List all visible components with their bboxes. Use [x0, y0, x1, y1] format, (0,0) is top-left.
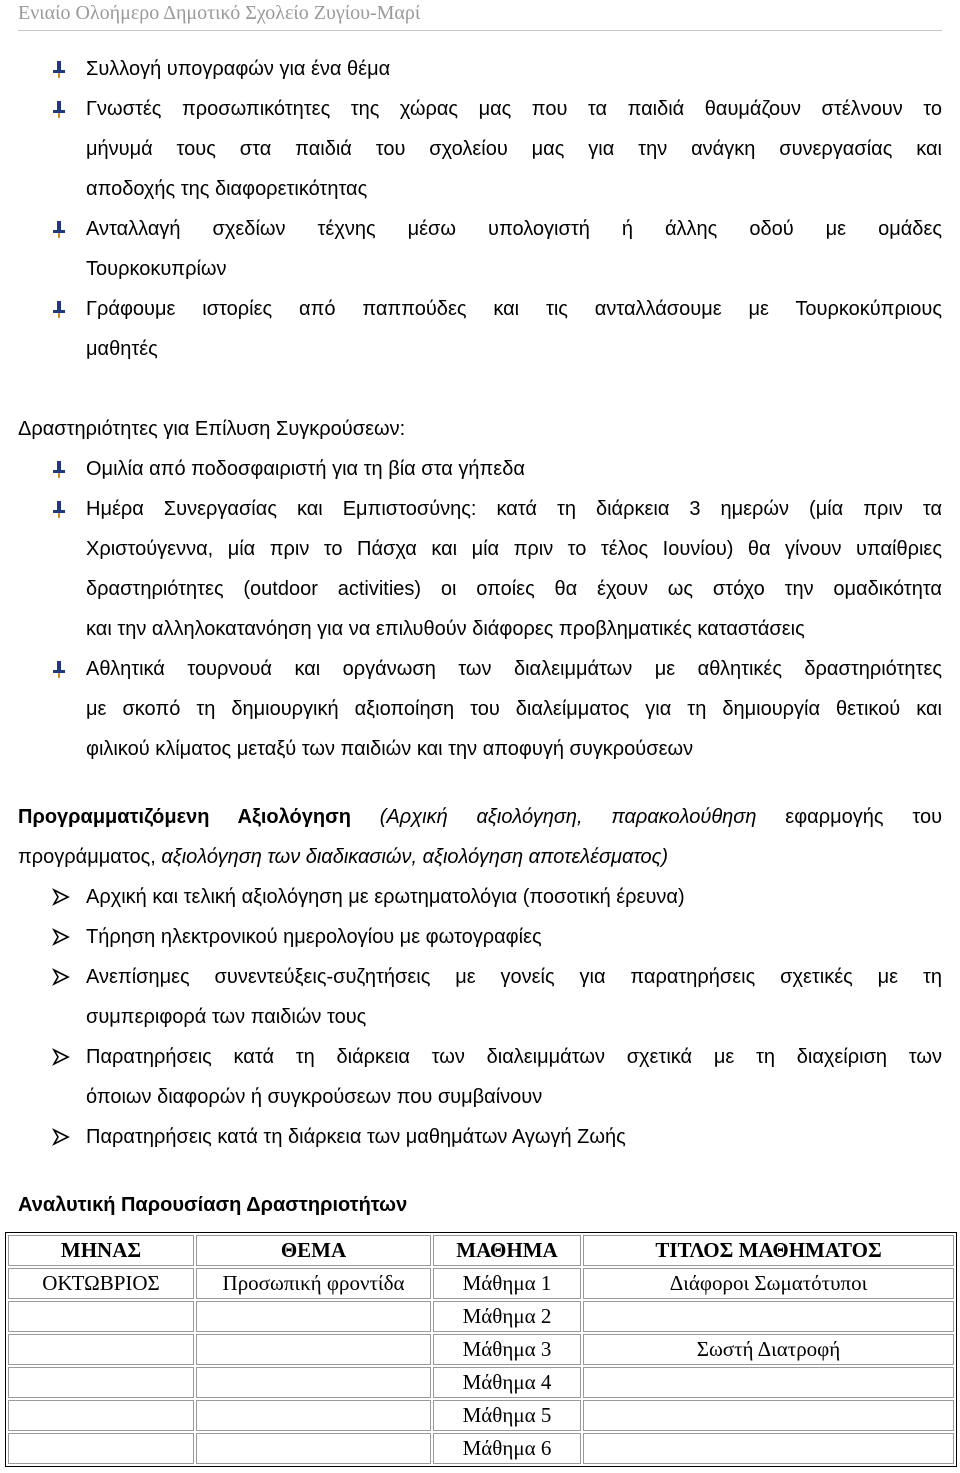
conflict-list — [0, 449, 960, 769]
theme-cell: Προσωπική φροντίδα — [196, 1268, 431, 1299]
month-cell: ΟΚΤΩΒΡΙΟΣ — [8, 1268, 194, 1299]
list-item-continuation: μαθητές — [86, 338, 158, 360]
activity-list — [0, 49, 960, 369]
list-item: Συλλογή υπογραφών για ένα θέμα — [0, 49, 960, 89]
header-month: ΜΗΝΑΣ — [8, 1235, 194, 1266]
evaluation-intro-cont: προγράμματος, αξιολόγηση των διαδικασιών, αξιολόγηση αποτελέσματος) — [18, 846, 669, 868]
header-theme: ΘΕΜΑ — [196, 1235, 431, 1266]
title-cell — [583, 1433, 954, 1464]
list-item: Παρατηρήσεις κατά τη διάρκεια των διαλειμμάτων σχετικά με τη διαχείριση των — [0, 1037, 960, 1077]
table-row — [8, 1367, 954, 1398]
theme-cell — [196, 1400, 431, 1431]
section-heading: Δραστηριότητες για Επίλυση Συγκρούσεων: — [18, 418, 406, 440]
lesson-cell: Μάθημα 4 — [433, 1367, 581, 1398]
list-item: Ομιλία από ποδοσφαιριστή για τη βία στα γήπεδα — [0, 449, 960, 489]
list-item-continuation: με σκοπό τη δημιουργική αξιοποίηση του διαλείμματος για τη δημιουργία θετικού και — [86, 698, 942, 720]
arrow-bullet-icon — [52, 928, 70, 946]
month-cell — [8, 1400, 194, 1431]
list-item-continuation: Χριστούγεννα, μία πριν το Πάσχα και μία πριν το τέλος Ιουνίου) θα γίνουν υπαίθριες — [86, 538, 942, 560]
pin-bullet-icon — [52, 220, 68, 238]
page-header: Ενιαίο Ολοήμερο Δημοτικό Σχολείο Ζυγίου-Μαρί — [18, 2, 421, 24]
title-cell: Σωστή Διατροφή — [583, 1334, 954, 1365]
arrow-bullet-icon — [52, 968, 70, 986]
list-item: Γράφουμε ιστορίες από παππούδες και τις ανταλλάσουμε με Τουρκοκύπριους — [0, 289, 960, 329]
theme-cell — [196, 1433, 431, 1464]
lesson-cell: Μάθημα 6 — [433, 1433, 581, 1464]
list-item: Ανταλλαγή σχεδίων τέχνης μέσω υπολογιστή ή άλλης οδού με ομάδες — [0, 209, 960, 249]
evaluation-list — [0, 877, 960, 1157]
title-cell: Διάφοροι Σωματότυποι — [583, 1268, 954, 1299]
lesson-cell: Μάθημα 1 — [433, 1268, 581, 1299]
pin-bullet-icon — [52, 460, 68, 478]
table-row — [8, 1268, 954, 1299]
document-body — [0, 49, 960, 1225]
header-divider — [18, 30, 942, 31]
table-row — [8, 1400, 954, 1431]
spacer — [0, 369, 960, 409]
list-item: Ημέρα Συνεργασίας και Εμπιστοσύνης: κατά τη διάρκεια 3 ημερών (μία πριν τα — [0, 489, 960, 529]
list-item: Παρατηρήσεις κατά τη διάρκεια των μαθημάτων Αγωγή Ζωής — [0, 1117, 960, 1157]
list-item-continuation: Τουρκοκυπρίων — [86, 258, 227, 280]
header-lesson: ΜΑΘΗΜΑ — [433, 1235, 581, 1266]
list-item: Γνωστές προσωπικότητες της χώρας μας που τα παιδιά θαυμάζουν στέλνουν το — [0, 89, 960, 129]
month-cell — [8, 1301, 194, 1332]
month-cell — [8, 1367, 194, 1398]
lesson-cell: Μάθημα 3 — [433, 1334, 581, 1365]
list-item-continuation: όποιων διαφορών ή συγκρούσεων που συμβαίνουν — [86, 1086, 543, 1108]
pin-bullet-icon — [52, 300, 68, 318]
pin-bullet-icon — [52, 60, 68, 78]
theme-cell — [196, 1334, 431, 1365]
table-row — [8, 1334, 954, 1365]
theme-cell — [196, 1301, 431, 1332]
arrow-bullet-icon — [52, 1048, 70, 1066]
pin-bullet-icon — [52, 100, 68, 118]
month-cell — [8, 1334, 194, 1365]
detail-heading: Αναλυτική Παρουσίαση Δραστηριοτήτων — [18, 1194, 408, 1216]
lesson-cell: Μάθημα 2 — [433, 1301, 581, 1332]
list-item-continuation: μήνυμά τους στα παιδιά του σχολείου μας για την ανάγκη συνεργασίας και — [86, 138, 942, 160]
list-item-continuation: αποδοχής της διαφορετικότητας — [86, 178, 368, 200]
pin-bullet-icon — [52, 500, 68, 518]
list-item: Αρχική και τελική αξιολόγηση με ερωτηματολόγια (ποσοτική έρευνα) — [0, 877, 960, 917]
activity-schedule-table — [5, 1232, 957, 1467]
list-item-continuation: συμπεριφορά των παιδιών τους — [86, 1006, 367, 1028]
spacer — [0, 769, 960, 797]
list-item: Τήρηση ηλεκτρονικού ημερολογίου με φωτογραφίες — [0, 917, 960, 957]
arrow-bullet-icon — [52, 1128, 70, 1146]
title-cell — [583, 1301, 954, 1332]
list-item-continuation: και την αλληλοκατανόηση για να επιλυθούν διάφορες προβληματικές καταστάσεις — [86, 618, 805, 640]
table-row — [8, 1433, 954, 1464]
list-item: Αθλητικά τουρνουά και οργάνωση των διαλειμμάτων με αθλητικές δραστηριότητες — [0, 649, 960, 689]
list-item-continuation: δραστηριότητες (outdoor activities) οι οποίες θα έχουν ως στόχο την ομαδικότητα — [86, 578, 942, 600]
lesson-cell: Μάθημα 5 — [433, 1400, 581, 1431]
spacer — [0, 1157, 960, 1185]
list-item: Ανεπίσημες συνεντεύξεις-συζητήσεις με γονείς για παρατηρήσεις σχετικές με τη — [0, 957, 960, 997]
title-cell — [583, 1367, 954, 1398]
title-cell — [583, 1400, 954, 1431]
table-row — [8, 1301, 954, 1332]
list-item-continuation: φιλικού κλίματος μεταξύ των παιδιών και την αποφυγή συγκρούσεων — [86, 738, 694, 760]
arrow-bullet-icon — [52, 888, 70, 906]
table-header-row — [8, 1235, 954, 1266]
theme-cell — [196, 1367, 431, 1398]
header-lesson-title: ΤΙΤΛΟΣ ΜΑΘΗΜΑΤΟΣ — [583, 1235, 954, 1266]
pin-bullet-icon — [52, 660, 68, 678]
evaluation-intro: Προγραμματιζόμενη Αξιολόγηση (Αρχική αξιολόγηση, παρακολούθηση εφαρμογής του — [18, 806, 943, 828]
month-cell — [8, 1433, 194, 1464]
